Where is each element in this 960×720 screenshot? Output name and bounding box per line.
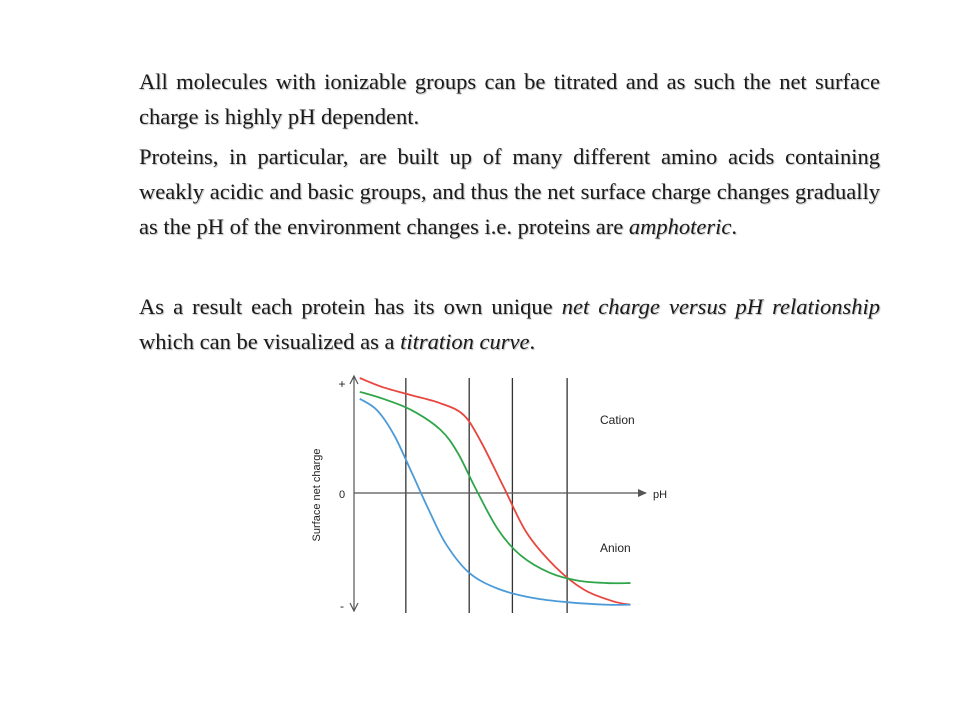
y-tick-positive: + [338, 377, 346, 391]
paragraph-titration: All molecules with ionizable groups can be titrated and as such the net surface charge is highly pH dependent. [139, 69, 880, 129]
paragraph-segment: As a result each protein has its own unique [139, 294, 562, 319]
titration-curve-emphasis: titration curve [400, 329, 530, 354]
y-tick-zero: 0 [338, 489, 346, 501]
chart-axes [350, 376, 647, 611]
titration-curve-1 [360, 378, 631, 605]
x-axis-label: pH [653, 489, 668, 501]
titration-curve-3 [360, 399, 631, 605]
paragraph-amphoteric-text: Proteins, in particular, are built up of many different amino acids containing weakly acidic and basic groups, and thus the net surface charge changes gradually as the pH of the environment changes i.e. proteins are [139, 144, 880, 239]
titration-curve-chart [290, 370, 680, 620]
y-tick-negative: - [340, 599, 344, 613]
paragraph-titration-curve [139, 289, 880, 359]
y-axis-label: Surface net charge [311, 448, 323, 542]
anion-label: Anion [600, 541, 631, 555]
amphoteric-emphasis: amphoteric [628, 214, 732, 239]
paragraph-amphoteric [139, 139, 880, 244]
paragraph-segment: . [529, 329, 536, 354]
paragraph-segment: which can be visualized as a [139, 329, 401, 354]
x-axis-arrow [638, 489, 647, 497]
titration-curves [360, 378, 631, 605]
vertical-gridlines [406, 378, 567, 613]
cation-label: Cation [600, 413, 635, 427]
titration-curve-2 [360, 392, 631, 583]
net-charge-emphasis: net charge versus pH relationship [561, 294, 880, 319]
paragraph-amphoteric-end: . [731, 214, 737, 239]
